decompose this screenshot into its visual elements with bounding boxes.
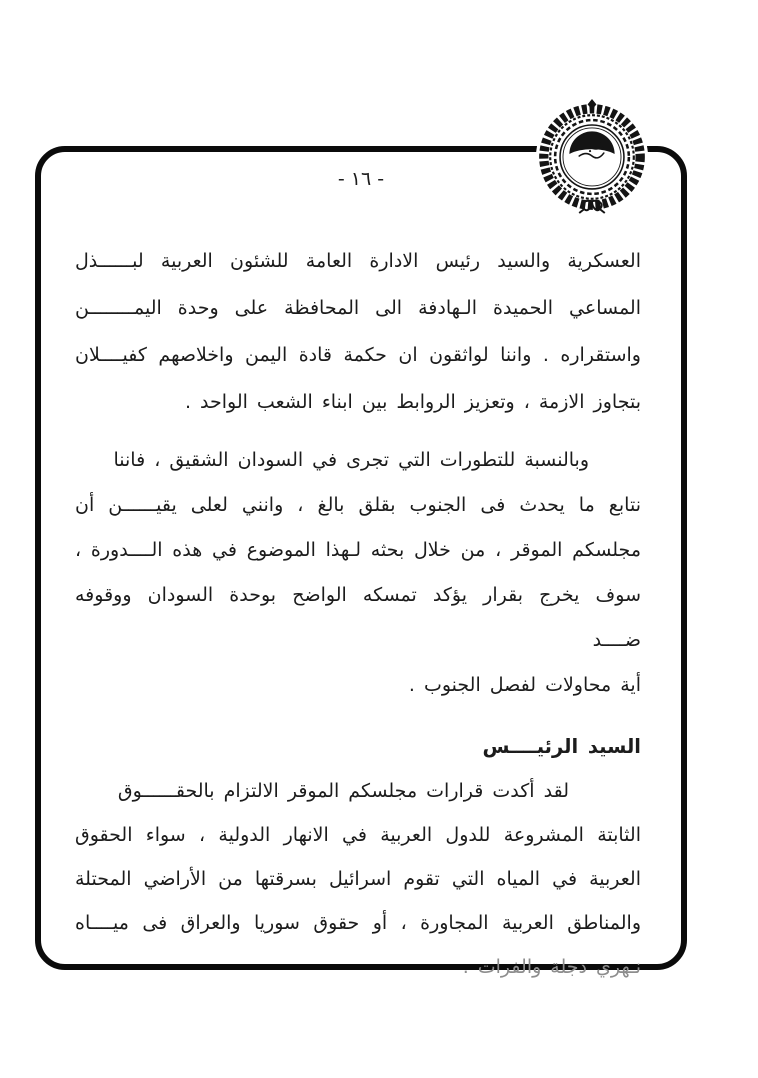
text-line: المساعي الحميدة الـهادفة الى المحافظة على وحدة اليمــــــــن: [75, 297, 641, 319]
text-line: العربية في المياه التي تقوم اسرائيل بسرقتها من الأراضي المحتلة: [75, 868, 641, 890]
text-line: أية محاولات لفصل الجنوب .: [408, 674, 641, 696]
page-number: - ١٦ -: [337, 168, 385, 190]
text-line: والمناطق العربية المجاورة ، أو حقوق سوريا والعراق فى ميــــاه: [75, 912, 641, 934]
text-line: لقد أكدت قرارات مجلسكم الموقر الالتزام بالحقــــــوق: [117, 780, 569, 802]
text-line: واستقراره . واننا لواثقون ان حكمة قادة اليمن واخلاصهم كفيــــلان: [75, 344, 641, 366]
paragraph-sudan: [75, 438, 641, 708]
text-line: العسكرية والسيد رئيس الادارة العامة للشئون العربية لبــــــذل: [75, 250, 641, 272]
text-line: مجلسكم الموقر ، من خلال بحثه لـهذا الموضوع في هذه الــــدورة ،: [75, 539, 641, 561]
text-line: الثابتة المشروعة للدول العربية في الانهار الدولية ، سواء الحقوق: [75, 824, 641, 846]
text-line: نـهري دجلة والفرات .: [462, 956, 641, 978]
paragraph-water-rights: [75, 769, 641, 989]
section-heading: السيد الرئيــــس: [482, 735, 641, 758]
document-body: [41, 238, 681, 989]
paragraph-yemen: [75, 238, 641, 426]
text-line: بتجاوز الازمة ، وتعزيز الروابط بين ابناء الشعب الواحد .: [184, 391, 641, 413]
document-frame: [35, 146, 687, 978]
text-line: نتابع ما يحدث فى الجنوب بقلق بالغ ، وانني لعلى يقيــــــن أن: [75, 494, 641, 516]
arab-league-emblem-icon: [533, 96, 651, 216]
text-line: وبالنسبة للتطورات التي تجرى في السودان الشقيق ، فاننا: [113, 449, 589, 471]
text-line: سوف يخرج بقرار يؤكد تمسكه الواضح بوحدة السودان ووقوفه ضــــد: [75, 584, 641, 651]
